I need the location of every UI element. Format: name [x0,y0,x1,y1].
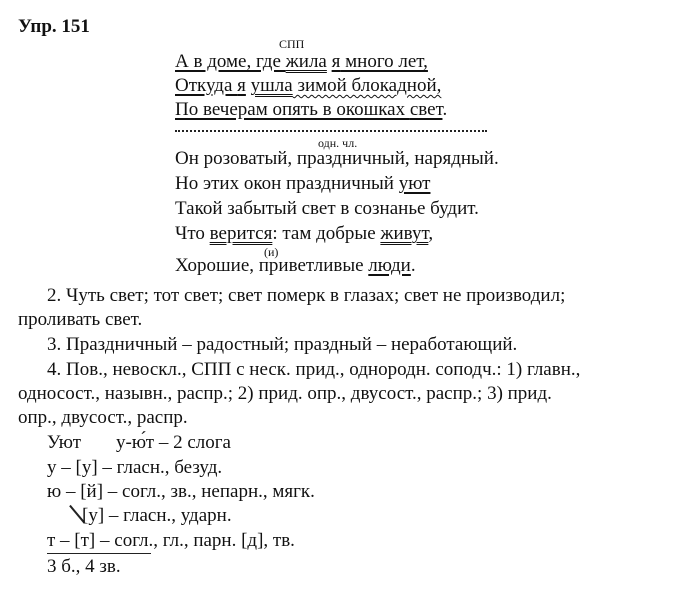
poem-line-1-a: А в доме, где [175,51,286,72]
poem-line-3-subject: свет [409,99,443,120]
poem-line-4: Он розоватый, праздничный, нарядный. [175,148,499,169]
phonetic-summary: 3 б., 4 зв. [47,556,121,577]
poem-line-1-predicate: жила [285,51,327,72]
task-4-line-3: опр., двусост., распр. [18,407,188,428]
odn-chl-label: одн. чл. [318,136,358,150]
poem-line-3-c: . [442,99,448,120]
poem-line-1-e: много лет, [340,51,428,72]
dotted-separator [175,130,487,132]
poem-line-7-predicate: верится [209,223,273,244]
poem-line-1-subject: я [331,51,341,72]
poem-line-5-subject: уют [398,173,431,194]
phonetic-row-4 [47,530,295,552]
poem-line-2-subject: я [237,75,246,96]
phonetic-row-4-underline [47,553,151,554]
task-4-line-1: 4. Пов., невоскл., СПП с неск. прид., однородн. соподч.: 1) главн., [47,359,581,380]
task-2-line-1: 2. Чуть свет; тот свет; свет померк в глазах; свет не производил; [47,285,566,306]
spp-label: СПП [279,37,305,51]
poem-line-1 [175,51,428,73]
poem-line-2-e: зимой блокадной, [292,75,442,96]
exercise-title: Упр. 151 [18,16,90,37]
poem-line-5-a: Но этих окон праздничный [175,173,399,194]
poem-line-8 [175,255,416,277]
poem-line-3-a: По вечерам опять в окошках [175,99,410,120]
task-4-line-2: односост., назывн., распр.; 2) прид. опр., двусост., распр.; 3) прид. [18,383,552,404]
poem-line-2 [175,75,441,97]
phonetic-row-1: у – [у] – гласн., безуд. [47,457,223,478]
poem-line-6: Такой забытый свет в сознанье будит. [175,198,479,219]
poem-line-3 [175,99,447,121]
poem-line-7 [175,223,433,245]
poem-line-8-subject: люди [368,255,411,276]
poem-line-2-a: Откуда [175,75,238,96]
poem-line-2-predicate: ушла [250,75,293,96]
poem-line-8-c: . [410,255,416,276]
task-2-line-2: проливать свет. [18,309,143,330]
poem-line-7-c: : там добрые [272,223,381,244]
phonetic-row-4-text: т – [т] – согл., гл., парн. [д], тв. [47,530,295,551]
phonetic-word: Уют [47,432,82,453]
phonetic-row-2: ю – [й] – согл., зв., непарн., мягк. [47,481,315,502]
task-3: 3. Праздничный – радостный; праздный – неработающий. [47,334,518,355]
phonetic-row-3: [у] – гласн., ударн. [82,505,232,526]
poem-line-7-a: Что [175,223,210,244]
poem-line-8-a: Хорошие, приветливые [175,255,369,276]
poem-line-7-e: , [428,223,434,244]
poem-line-7-predicate-2: живут [380,223,429,244]
i-label: (и) [264,245,279,259]
poem-line-5 [175,173,430,195]
phonetic-syllables: у-ю́т – 2 слога [116,432,231,453]
